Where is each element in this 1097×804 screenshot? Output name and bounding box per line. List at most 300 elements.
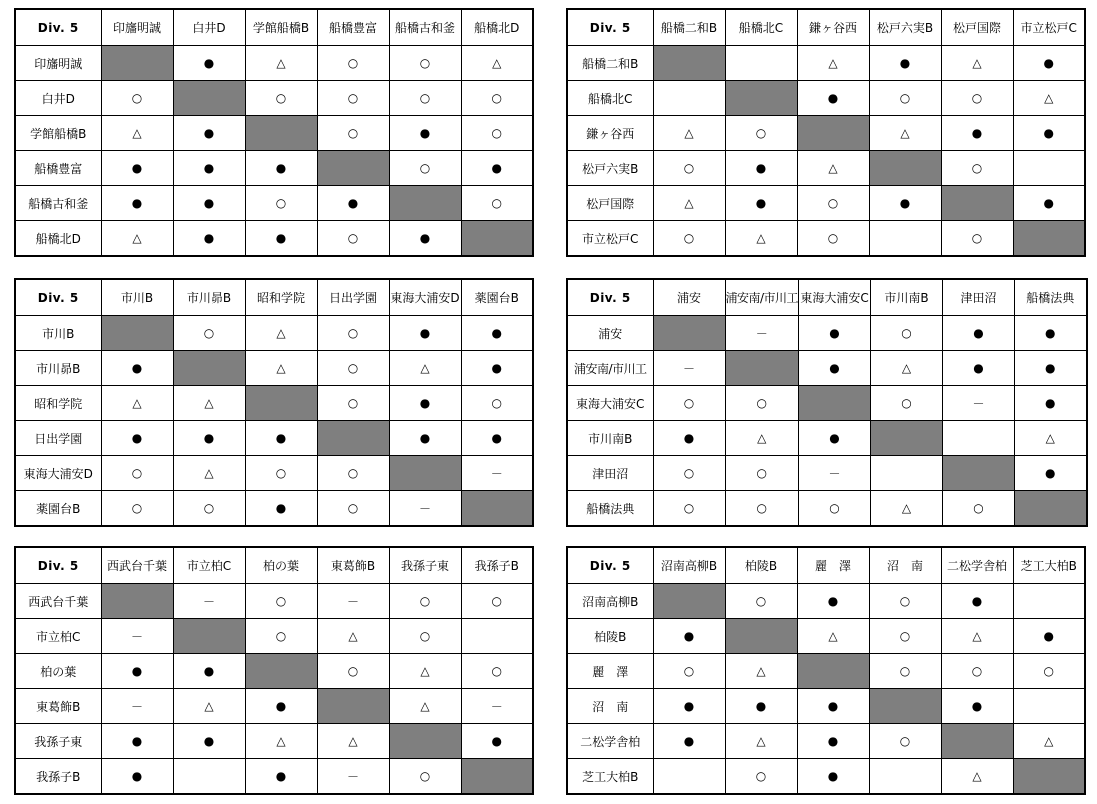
result-cell: ●: [245, 689, 317, 724]
result-cell: ●: [725, 186, 797, 221]
result-cell: △: [173, 689, 245, 724]
result-cell: ○: [943, 491, 1015, 527]
result-cell: ●: [653, 724, 725, 759]
self-match-cell: [943, 456, 1015, 491]
column-team-name: 市川B: [101, 279, 173, 316]
header-row: [567, 547, 1085, 584]
result-cell: ●: [1015, 456, 1087, 491]
self-match-cell: [245, 386, 317, 421]
self-match-cell: [317, 421, 389, 456]
league-table-2: [566, 8, 1086, 257]
row-team-name: 船橋二和B: [567, 46, 653, 81]
table-row: [15, 724, 533, 759]
result-cell: －: [653, 351, 725, 386]
column-team-name: 市川南B: [871, 279, 943, 316]
header-row: [15, 279, 533, 316]
result-cell: ○: [941, 654, 1013, 689]
table-row: [15, 46, 533, 81]
column-team-name: 鎌ヶ谷西: [797, 9, 869, 46]
league-table-6: [566, 546, 1086, 795]
result-cell: [653, 81, 725, 116]
column-team-name: 船橋豊富: [317, 9, 389, 46]
result-cell: ●: [797, 724, 869, 759]
result-cell: ●: [725, 689, 797, 724]
result-cell: △: [1013, 81, 1085, 116]
result-cell: ○: [173, 316, 245, 351]
result-cell: △: [1015, 421, 1087, 456]
result-cell: ○: [317, 116, 389, 151]
result-cell: ●: [461, 724, 533, 759]
result-cell: △: [317, 619, 389, 654]
column-team-name: 船橋古和釜: [389, 9, 461, 46]
result-cell: ●: [797, 81, 869, 116]
result-cell: －: [725, 316, 799, 351]
result-cell: ○: [725, 491, 799, 527]
result-cell: ●: [173, 724, 245, 759]
table-row: [15, 654, 533, 689]
row-team-name: 昭和学院: [15, 386, 101, 421]
row-team-name: 印旛明誠: [15, 46, 101, 81]
result-cell: ○: [245, 584, 317, 619]
table-row: [567, 724, 1085, 759]
self-match-cell: [799, 386, 871, 421]
result-cell: △: [461, 46, 533, 81]
result-cell: △: [653, 116, 725, 151]
result-cell: △: [941, 619, 1013, 654]
result-cell: ○: [389, 46, 461, 81]
result-cell: －: [101, 689, 173, 724]
self-match-cell: [461, 491, 533, 527]
row-team-name: 我孫子B: [15, 759, 101, 795]
result-cell: ○: [389, 619, 461, 654]
result-cell: △: [797, 619, 869, 654]
row-team-name: 薬園台B: [15, 491, 101, 527]
self-match-cell: [1013, 759, 1085, 795]
result-cell: △: [389, 689, 461, 724]
table-row: [15, 619, 533, 654]
result-cell: ○: [245, 186, 317, 221]
table-row: [567, 316, 1087, 351]
result-cell: ●: [173, 221, 245, 257]
result-cell: ○: [317, 351, 389, 386]
table-row: [15, 759, 533, 795]
result-cell: ○: [461, 81, 533, 116]
row-team-name: 船橋古和釜: [15, 186, 101, 221]
row-team-name: 二松学舎柏: [567, 724, 653, 759]
result-cell: ○: [653, 654, 725, 689]
table-row: [15, 151, 533, 186]
result-cell: △: [389, 654, 461, 689]
result-cell: ●: [245, 151, 317, 186]
result-cell: ●: [797, 584, 869, 619]
row-team-name: 東葛飾B: [15, 689, 101, 724]
result-cell: ●: [725, 151, 797, 186]
result-cell: ●: [101, 421, 173, 456]
result-cell: ●: [245, 759, 317, 795]
result-cell: ●: [101, 724, 173, 759]
result-cell: ●: [943, 316, 1015, 351]
row-team-name: 白井D: [15, 81, 101, 116]
table-row: [567, 386, 1087, 421]
result-cell: ○: [725, 116, 797, 151]
result-cell: ○: [101, 491, 173, 527]
result-cell: △: [101, 386, 173, 421]
result-cell: ●: [1015, 351, 1087, 386]
result-cell: ●: [245, 221, 317, 257]
result-cell: ●: [173, 46, 245, 81]
result-cell: ●: [245, 421, 317, 456]
result-cell: ●: [1013, 186, 1085, 221]
result-cell: －: [461, 456, 533, 491]
result-cell: ○: [389, 81, 461, 116]
self-match-cell: [797, 116, 869, 151]
result-cell: ●: [1013, 46, 1085, 81]
self-match-cell: [653, 46, 725, 81]
division-label: Div. 5: [15, 9, 101, 46]
result-cell: ○: [653, 491, 725, 527]
result-cell: ●: [101, 186, 173, 221]
result-cell: △: [725, 654, 797, 689]
result-cell: ○: [317, 491, 389, 527]
table-row: [567, 619, 1085, 654]
result-cell: △: [173, 386, 245, 421]
result-cell: ●: [799, 316, 871, 351]
result-cell: ●: [173, 421, 245, 456]
column-team-name: 津田沼: [943, 279, 1015, 316]
column-team-name: 昭和学院: [245, 279, 317, 316]
column-team-name: 市川昴B: [173, 279, 245, 316]
result-cell: ○: [461, 386, 533, 421]
column-team-name: 船橋二和B: [653, 9, 725, 46]
table-row: [567, 81, 1085, 116]
row-team-name: 沼 南: [567, 689, 653, 724]
self-match-cell: [653, 584, 725, 619]
result-cell: ●: [101, 351, 173, 386]
result-cell: －: [461, 689, 533, 724]
result-cell: ○: [101, 456, 173, 491]
header-row: [15, 9, 533, 46]
result-cell: △: [797, 151, 869, 186]
result-cell: ○: [725, 386, 799, 421]
result-cell: ○: [725, 584, 797, 619]
row-team-name: 東海大浦安D: [15, 456, 101, 491]
result-cell: ○: [869, 81, 941, 116]
self-match-cell: [1013, 221, 1085, 257]
row-team-name: 柏の葉: [15, 654, 101, 689]
self-match-cell: [725, 351, 799, 386]
result-cell: △: [245, 724, 317, 759]
column-team-name: 薬園台B: [461, 279, 533, 316]
column-team-name: 東海大浦安C: [799, 279, 871, 316]
row-team-name: 津田沼: [567, 456, 653, 491]
self-match-cell: [1015, 491, 1087, 527]
row-team-name: 学館船橋B: [15, 116, 101, 151]
result-cell: ●: [389, 316, 461, 351]
result-cell: ○: [317, 46, 389, 81]
row-team-name: 松戸六実B: [567, 151, 653, 186]
result-cell: ●: [1015, 386, 1087, 421]
result-cell: ○: [869, 654, 941, 689]
result-cell: △: [869, 116, 941, 151]
result-cell: ●: [941, 584, 1013, 619]
row-team-name: 松戸国際: [567, 186, 653, 221]
result-cell: △: [101, 116, 173, 151]
self-match-cell: [461, 759, 533, 795]
column-team-name: 白井D: [173, 9, 245, 46]
result-cell: ●: [173, 116, 245, 151]
self-match-cell: [173, 619, 245, 654]
column-team-name: 我孫子東: [389, 547, 461, 584]
result-cell: ●: [173, 186, 245, 221]
row-team-name: 柏陵B: [567, 619, 653, 654]
result-cell: △: [871, 491, 943, 527]
column-team-name: 柏の葉: [245, 547, 317, 584]
result-cell: －: [317, 759, 389, 795]
result-cell: ●: [941, 689, 1013, 724]
result-cell: △: [245, 316, 317, 351]
table-row: [15, 584, 533, 619]
column-team-name: 船橋北D: [461, 9, 533, 46]
result-cell: ○: [871, 386, 943, 421]
result-cell: ○: [653, 456, 725, 491]
result-cell: [869, 221, 941, 257]
result-cell: ○: [317, 81, 389, 116]
result-cell: ●: [461, 351, 533, 386]
self-match-cell: [245, 654, 317, 689]
result-cell: △: [245, 46, 317, 81]
result-cell: [871, 456, 943, 491]
league-table-4: [566, 278, 1088, 527]
table-row: [567, 759, 1085, 795]
self-match-cell: [317, 151, 389, 186]
column-team-name: 西武台千葉: [101, 547, 173, 584]
result-cell: △: [797, 46, 869, 81]
result-cell: ●: [173, 654, 245, 689]
result-cell: ●: [245, 491, 317, 527]
result-cell: △: [653, 186, 725, 221]
result-cell: ●: [389, 221, 461, 257]
result-cell: ●: [941, 116, 1013, 151]
result-cell: ●: [869, 186, 941, 221]
self-match-cell: [797, 654, 869, 689]
table-row: [15, 689, 533, 724]
result-cell: △: [941, 759, 1013, 795]
result-cell: ●: [943, 351, 1015, 386]
result-cell: ○: [245, 619, 317, 654]
self-match-cell: [389, 456, 461, 491]
row-team-name: 東海大浦安C: [567, 386, 653, 421]
result-cell: ○: [941, 221, 1013, 257]
result-cell: [1013, 689, 1085, 724]
result-cell: △: [317, 724, 389, 759]
row-team-name: 船橋北D: [15, 221, 101, 257]
column-team-name: 東海大浦安D: [389, 279, 461, 316]
column-team-name: 市立柏C: [173, 547, 245, 584]
column-team-name: 日出学園: [317, 279, 389, 316]
result-cell: ●: [317, 186, 389, 221]
row-team-name: 市立松戸C: [567, 221, 653, 257]
result-cell: ●: [389, 421, 461, 456]
row-team-name: 麗 澤: [567, 654, 653, 689]
table-row: [567, 351, 1087, 386]
self-match-cell: [101, 46, 173, 81]
result-cell: △: [941, 46, 1013, 81]
table-row: [15, 386, 533, 421]
result-cell: ○: [869, 724, 941, 759]
result-cell: ○: [653, 386, 725, 421]
result-cell: ●: [797, 689, 869, 724]
result-cell: ●: [101, 654, 173, 689]
result-cell: [173, 759, 245, 795]
result-cell: －: [317, 584, 389, 619]
self-match-cell: [725, 81, 797, 116]
row-team-name: 日出学園: [15, 421, 101, 456]
result-cell: ○: [869, 584, 941, 619]
column-team-name: 芝工大柏B: [1013, 547, 1085, 584]
division-label: Div. 5: [15, 279, 101, 316]
table-row: [15, 186, 533, 221]
self-match-cell: [869, 151, 941, 186]
column-team-name: 船橋北C: [725, 9, 797, 46]
row-team-name: 西武台千葉: [15, 584, 101, 619]
result-cell: ○: [653, 221, 725, 257]
self-match-cell: [173, 81, 245, 116]
result-cell: △: [1013, 724, 1085, 759]
table-row: [567, 491, 1087, 527]
result-cell: ●: [101, 759, 173, 795]
self-match-cell: [317, 689, 389, 724]
result-cell: ○: [101, 81, 173, 116]
result-cell: ●: [461, 151, 533, 186]
table-row: [567, 116, 1085, 151]
column-team-name: 印旛明誠: [101, 9, 173, 46]
table-row: [567, 421, 1087, 456]
table-row: [567, 456, 1087, 491]
self-match-cell: [461, 221, 533, 257]
row-team-name: 我孫子東: [15, 724, 101, 759]
result-cell: △: [173, 456, 245, 491]
self-match-cell: [725, 619, 797, 654]
result-cell: ○: [725, 759, 797, 795]
result-cell: ○: [797, 221, 869, 257]
column-team-name: 我孫子B: [461, 547, 533, 584]
self-match-cell: [173, 351, 245, 386]
result-cell: ○: [725, 456, 799, 491]
result-cell: △: [725, 724, 797, 759]
self-match-cell: [245, 116, 317, 151]
result-cell: ○: [389, 151, 461, 186]
header-row: [15, 547, 533, 584]
row-team-name: 市立柏C: [15, 619, 101, 654]
result-cell: ●: [1015, 316, 1087, 351]
result-cell: △: [725, 421, 799, 456]
self-match-cell: [389, 186, 461, 221]
result-cell: ○: [245, 81, 317, 116]
table-row: [567, 689, 1085, 724]
result-cell: －: [799, 456, 871, 491]
column-team-name: 柏陵B: [725, 547, 797, 584]
table-row: [567, 584, 1085, 619]
result-cell: ○: [1013, 654, 1085, 689]
row-team-name: 市川南B: [567, 421, 653, 456]
result-cell: [943, 421, 1015, 456]
result-cell: ○: [799, 491, 871, 527]
result-cell: ○: [653, 151, 725, 186]
result-cell: ○: [173, 491, 245, 527]
result-cell: △: [871, 351, 943, 386]
league-table-1: [14, 8, 534, 257]
table-row: [15, 81, 533, 116]
table-row: [15, 421, 533, 456]
result-cell: ●: [799, 351, 871, 386]
result-cell: ●: [389, 386, 461, 421]
result-cell: ○: [941, 151, 1013, 186]
result-cell: －: [943, 386, 1015, 421]
result-cell: ●: [101, 151, 173, 186]
row-team-name: 浦安南/市川工: [567, 351, 653, 386]
result-cell: △: [101, 221, 173, 257]
result-cell: ○: [461, 116, 533, 151]
result-cell: ○: [317, 654, 389, 689]
table-row: [567, 654, 1085, 689]
row-team-name: 市川昴B: [15, 351, 101, 386]
table-row: [15, 351, 533, 386]
result-cell: ○: [871, 316, 943, 351]
self-match-cell: [101, 584, 173, 619]
result-cell: ●: [653, 619, 725, 654]
column-team-name: 浦安南/市川工: [725, 279, 799, 316]
division-label: Div. 5: [567, 547, 653, 584]
result-cell: △: [725, 221, 797, 257]
result-cell: [725, 46, 797, 81]
row-team-name: 浦安: [567, 316, 653, 351]
result-cell: ●: [653, 689, 725, 724]
result-cell: [461, 619, 533, 654]
result-cell: ○: [317, 386, 389, 421]
column-team-name: 麗 澤: [797, 547, 869, 584]
result-cell: ○: [941, 81, 1013, 116]
result-cell: －: [101, 619, 173, 654]
result-cell: ●: [461, 316, 533, 351]
result-cell: ●: [461, 421, 533, 456]
row-team-name: 沼南高柳B: [567, 584, 653, 619]
row-team-name: 船橋豊富: [15, 151, 101, 186]
result-cell: [653, 759, 725, 795]
table-row: [15, 116, 533, 151]
column-team-name: 二松学舎柏: [941, 547, 1013, 584]
result-cell: ●: [173, 151, 245, 186]
column-team-name: 松戸六実B: [869, 9, 941, 46]
row-team-name: 芝工大柏B: [567, 759, 653, 795]
self-match-cell: [941, 724, 1013, 759]
column-team-name: 船橋法典: [1015, 279, 1087, 316]
result-cell: ○: [245, 456, 317, 491]
result-cell: △: [389, 351, 461, 386]
self-match-cell: [941, 186, 1013, 221]
result-cell: ●: [869, 46, 941, 81]
result-cell: ●: [389, 116, 461, 151]
league-table-3: [14, 278, 534, 527]
self-match-cell: [389, 724, 461, 759]
table-row: [15, 316, 533, 351]
table-row: [15, 491, 533, 527]
result-cell: ●: [797, 759, 869, 795]
division-label: Div. 5: [567, 9, 653, 46]
result-cell: ○: [317, 316, 389, 351]
row-team-name: 船橋法典: [567, 491, 653, 527]
column-team-name: 学館船橋B: [245, 9, 317, 46]
result-cell: △: [245, 351, 317, 386]
